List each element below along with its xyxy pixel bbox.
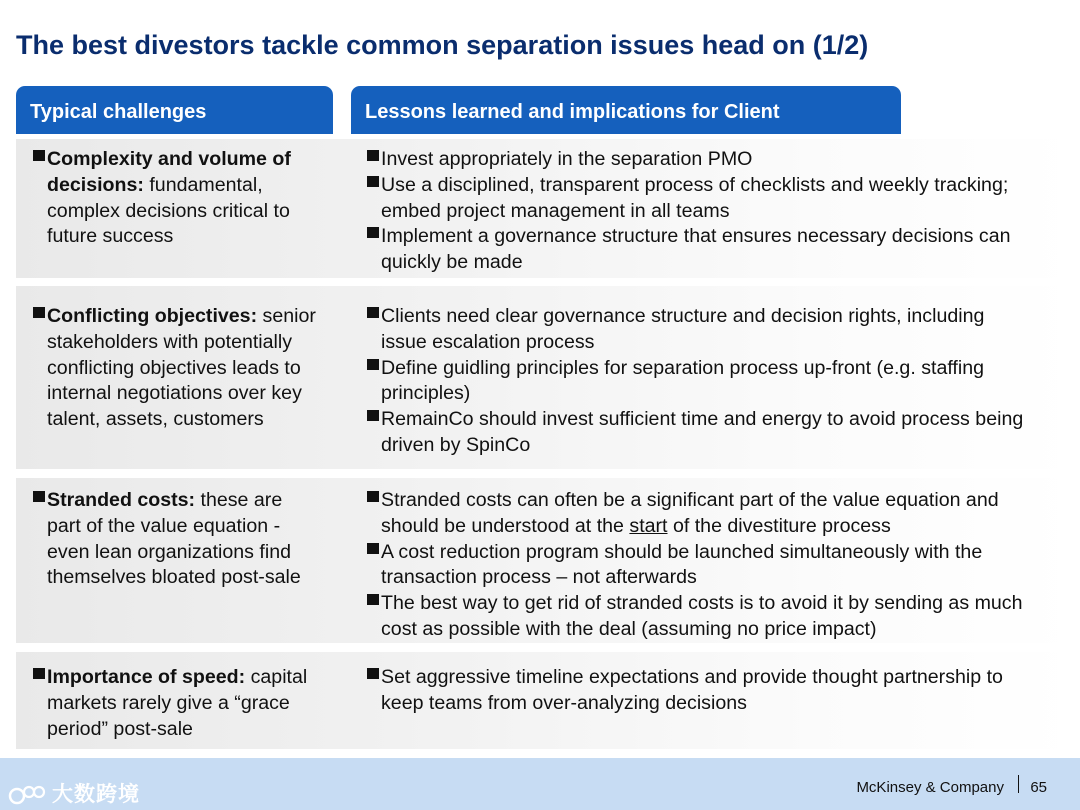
challenge-cell — [30, 665, 320, 742]
header-typical-challenges: Typical challenges — [16, 86, 333, 134]
page-title: The best divestors tackle common separation issues head on (1/2) — [16, 30, 869, 60]
bullet-square-icon — [367, 176, 379, 187]
page-number: 65 — [1030, 779, 1047, 796]
bullet-square-icon — [367, 594, 379, 605]
challenge-item — [30, 488, 320, 591]
lesson-text: Set aggressive timeline expectations and provide thought partnership to keep teams from over-analyzing decisions — [381, 666, 1003, 714]
lesson-item — [364, 304, 1024, 356]
lesson-item — [364, 488, 1024, 540]
bullet-square-icon — [33, 668, 45, 679]
lesson-item — [364, 173, 1024, 225]
lesson-item — [364, 147, 1024, 173]
lesson-item — [364, 407, 1024, 459]
challenge-lead: Stranded costs: — [47, 489, 196, 511]
bullet-square-icon — [33, 150, 45, 161]
challenge-cell — [30, 147, 320, 250]
bullet-square-icon — [367, 491, 379, 502]
bullet-square-icon — [367, 359, 379, 370]
lesson-item — [364, 224, 1024, 276]
lessons-cell — [364, 488, 1024, 643]
footer-bar — [0, 758, 1080, 810]
lesson-text: Invest appropriately in the separation PMO — [381, 148, 753, 170]
watermark — [8, 778, 140, 808]
watermark-text: 大数跨境 — [52, 783, 140, 806]
bullet-square-icon — [367, 668, 379, 679]
bullet-square-icon — [33, 491, 45, 502]
challenge-text: capital markets rarely give a “grace period” post-sale — [47, 666, 308, 740]
lesson-text: Clients need clear governance structure and decision rights, including issue escalation process — [381, 305, 985, 353]
header-lessons-learned: Lessons learned and implications for Client — [351, 86, 901, 134]
lesson-item — [364, 540, 1024, 592]
lesson-text: of the divestiture process — [667, 514, 891, 537]
lesson-item — [364, 591, 1024, 643]
challenge-item — [30, 665, 320, 742]
watermark-logo-icon — [8, 784, 48, 806]
lesson-underlined-text: start — [629, 514, 668, 537]
challenge-cell — [30, 304, 320, 433]
challenge-row-complexity — [16, 139, 1076, 278]
lesson-text: Use a disciplined, transparent process of checklists and weekly tracking; embed project management in all teams — [381, 173, 1009, 222]
bullet-square-icon — [367, 307, 379, 318]
bullet-square-icon — [367, 150, 379, 161]
challenge-row-importance-of-speed — [16, 652, 1076, 749]
challenge-lead: Complexity and volume of decisions: — [47, 148, 291, 196]
lesson-item — [364, 356, 1024, 408]
bullet-square-icon — [33, 307, 45, 318]
bullet-square-icon — [367, 543, 379, 554]
bullet-square-icon — [367, 410, 379, 421]
lesson-text: Implement a governance structure that ensures necessary decisions can quickly be made — [381, 225, 1011, 274]
company-name: McKinsey & Company — [856, 779, 1004, 796]
challenge-item — [30, 304, 320, 433]
lesson-text: Define guidling principles for separation process up-front (e.g. staffing principles) — [381, 356, 985, 405]
challenge-text: senior stakeholders with potentially conflicting objectives leads to internal negotiations over key talent, assets, customers — [47, 305, 316, 431]
lesson-text: RemainCo should invest sufficient time and energy to avoid process being driven by SpinCo — [381, 408, 1024, 456]
lesson-text: The best way to get rid of stranded costs is to avoid it by sending as much cost as possible with the deal (assuming no price impact) — [381, 592, 1023, 640]
lesson-item — [364, 665, 1024, 717]
lesson-text: Stranded costs can often be a significant part of the value equation and should be understood at the — [381, 489, 999, 537]
lessons-cell — [364, 147, 1024, 276]
lessons-cell — [364, 304, 1024, 459]
challenge-text: fundamental, complex decisions critical to future success — [47, 173, 290, 248]
lessons-cell — [364, 665, 1024, 717]
footer-divider — [1018, 775, 1020, 793]
challenge-row-conflicting-objectives — [16, 286, 1076, 469]
challenge-text: these are part of the value equation - even lean organizations find themselves bloated post-sale — [47, 489, 301, 589]
lesson-text: A cost reduction program should be launched simultaneously with the transaction process – not afterwards — [381, 540, 983, 589]
challenge-lead: Importance of speed: — [47, 666, 246, 688]
challenge-row-stranded-costs — [16, 478, 1076, 643]
bullet-square-icon — [367, 227, 379, 238]
challenge-lead: Conflicting objectives: — [47, 305, 258, 327]
challenge-item — [30, 147, 320, 250]
challenge-cell — [30, 488, 320, 591]
